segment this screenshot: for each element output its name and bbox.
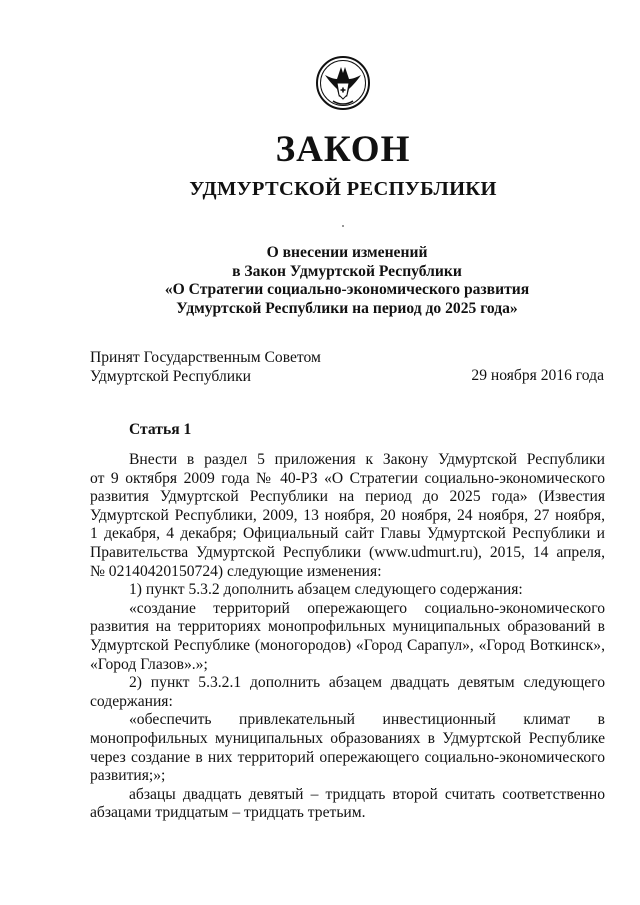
adoption-line: Удмуртской Республики	[90, 367, 252, 385]
body-line: Внести в раздел 5 приложения к Закону Удмуртской Республики	[129, 451, 605, 468]
adoption-line: Принят Государственным Советом	[90, 349, 321, 366]
body-line: «обеспечить привлекательный инвестиционный климат в	[129, 711, 605, 729]
scan-artifact-dot	[342, 225, 344, 227]
body-line: «создание территорий опережающего социально-экономического	[129, 599, 605, 617]
coat-of-arms-icon	[315, 55, 371, 111]
body-line: развития Удмуртской Республики на период до 2025 года» (Известия	[90, 488, 605, 506]
law-name-line: в Закон Удмуртской Республики	[232, 262, 462, 280]
body-line: Удмуртской Республики, 2009, 13 ноября, 20 ноября, 24 ноября, 27 ноября,	[90, 506, 605, 524]
document-subtitle: УДМУРТСКОЙ РЕСПУБЛИКИ	[189, 178, 497, 200]
law-name-line: О внесении изменений	[266, 244, 428, 261]
body-line: через создание в них территорий опережающего социально-экономического	[90, 748, 605, 766]
law-name-line: Удмуртской Республики на период до 2025 года»	[176, 299, 518, 317]
law-name-line: «О Стратегии социально-экономического развития	[164, 281, 530, 298]
body-line: монопрофильных муниципальных образованиях в Удмуртской Республике	[90, 729, 605, 747]
article-heading: Статья 1	[129, 421, 192, 438]
body-line: абзацами тридцатым – тридцать третьим.	[90, 804, 366, 822]
body-line: от 9 октября 2009 года № 40-РЗ «О Стратегии социально-экономического	[90, 469, 605, 487]
body-line: 1 декабря, 4 декабря; Официальный сайт Главы Удмуртской Республики и	[90, 525, 605, 543]
body-line: развития;»;	[90, 767, 166, 785]
body-line: Правительства Удмуртской Республики (www.udmurt.ru), 2015, 14 апреля,	[90, 543, 605, 561]
body-line: Удмуртской Республике (моногородов) «Город Сарапул», «Город Воткинск»,	[90, 636, 605, 654]
adoption-date: 29 ноября 2016 года	[471, 367, 604, 384]
body-line: 1) пункт 5.3.2 дополнить абзацем следующего содержания:	[129, 581, 523, 599]
body-line: 2) пункт 5.3.2.1 дополнить абзацем двадцать девятым следующего	[129, 674, 605, 692]
law-name	[90, 244, 604, 318]
body-line: № 02140420150724) следующие изменения:	[90, 562, 382, 580]
body-line: развития на территориях монопрофильных муниципальных образований в	[90, 618, 605, 636]
body-line: абзацы двадцать девятый – тридцать второй считать соответственно	[129, 785, 605, 803]
article-body	[90, 451, 605, 823]
body-line: «Город Глазов».»;	[90, 655, 208, 673]
document-title: ЗАКОН	[275, 129, 411, 170]
body-line: содержания:	[90, 692, 173, 710]
adoption-statement	[90, 349, 321, 386]
